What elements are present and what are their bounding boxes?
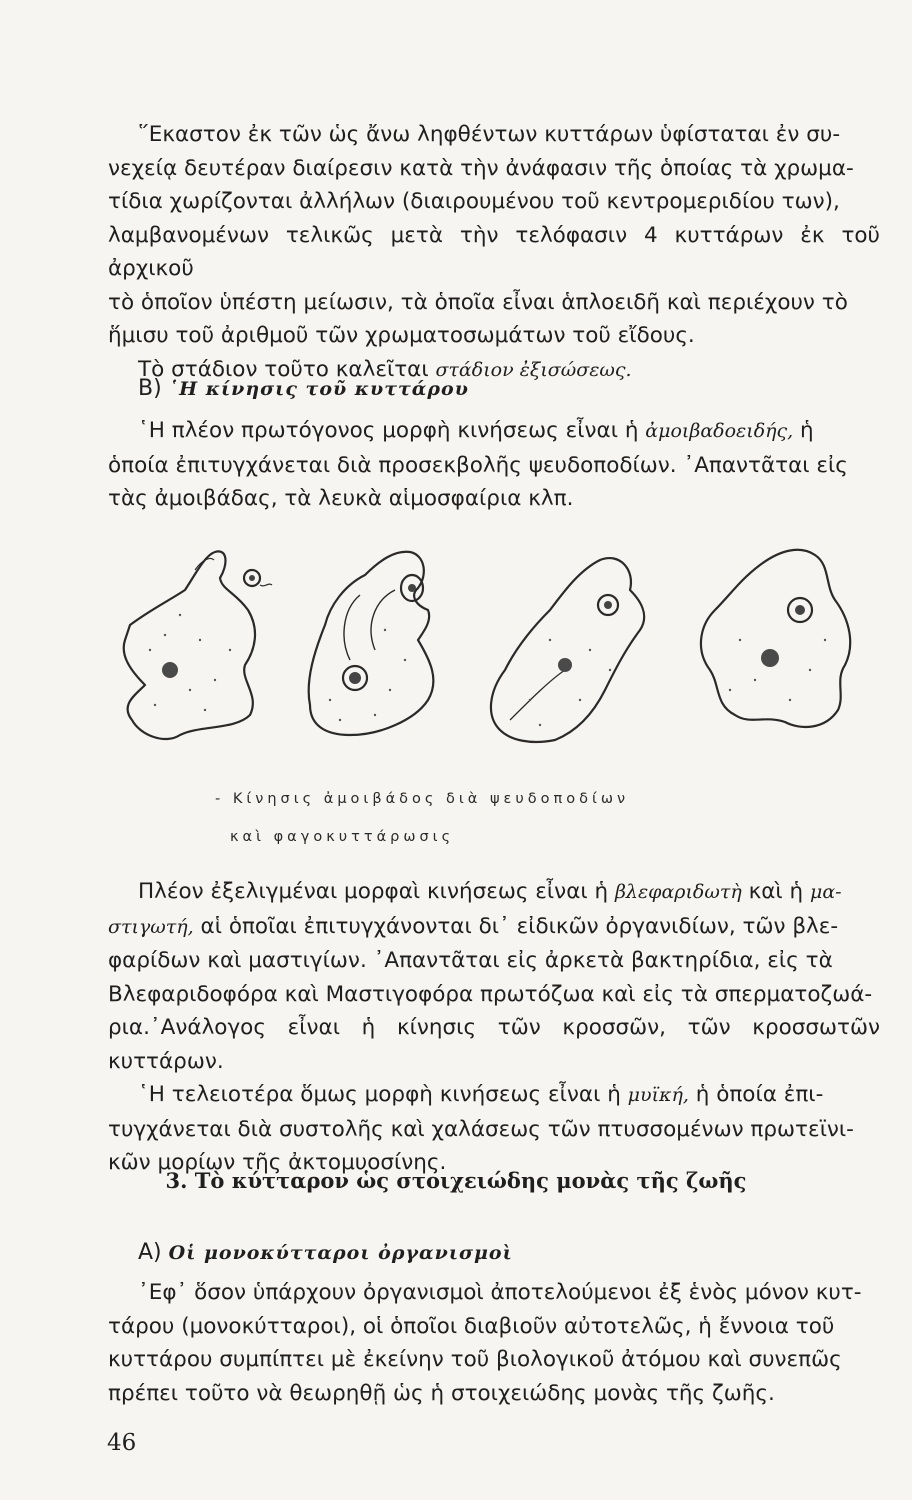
caption-line: - Κίνησις ἀμοιβάδος διὰ ψευδοποδίων (215, 791, 630, 807)
paragraph-second-division (108, 118, 880, 387)
amoeba-drawing-3 (491, 558, 644, 742)
paragraph-unicellular (108, 1276, 880, 1410)
paragraph-ciliary-flagellar: Πλέον ἐξελιγμέναι μορφαὶ κινήσεως εἶναι ἡ βλεφαριδωτὴ καὶ ἡ μα- στιγωτή, αἱ ὁποῖαι ἐπιτυγχάνονται δι᾿ εἰδικῶν ὀργανιδίων, τῶν βλε- φαρίδων καὶ μαστιγίων. ᾿Απαντᾶται εἰς ἀρκετὰ βακτηρίδια, εἰς τὰ Βλεφαριδοφόρα καὶ Μαστιγοφόρα πρωτόζωα καὶ εἰς τὰ σπερματοζωά- ρια.᾿Ανάλογος εἶναι ἡ κίνησις τῶν κροσσῶν, τῶν κροσσωτῶν κυττάρων. ῾Η τελειοτέρα ὅμως μορφὴ κινήσεως εἶναι ἡ μυϊκή, ἡ ὁποία ἐπι- τυγχάνεται διὰ συστολῆς καὶ χαλάσεως τῶν πτυσσομένων πρωτεϊνι- κῶν μορίων τῆς ἀκτομυοσίνης. (108, 875, 880, 1180)
italic-term: στάδιον ἐξισώσεως. (435, 358, 632, 381)
italic-term: ἀμοιβαδοειδής, (645, 420, 794, 442)
page-number: 46 (107, 1430, 137, 1456)
text-line: τὸ ὁποῖον ὑπέστη μείωσιν, τὰ ὁποῖα εἶναι ἁπλοειδῆ καὶ περιέχουν τὸ (108, 289, 848, 315)
amoeba-drawing-4 (701, 550, 850, 727)
caption-line: καὶ φαγοκυττάρωσις (230, 829, 455, 845)
text-line: ἥμισυ τοῦ ἀριθμοῦ τῶν χρωματοσωμάτων τοῦ εἴδους. (108, 323, 695, 348)
paragraph-amoeboid: ῾Η πλέον πρωτόγονος μορφὴ κινήσεως εἶναι ἡ ἀμοιβαδοειδής, ἡ ὁποία ἐπιτυγχάνεται διὰ προσεκβολῆς ψευδοποδίων. ᾿Απαντᾶται εἰς τὰς ἀμοιβάδας, τὰ λευκὰ αἱμοσφαίρια κλπ. (108, 414, 880, 516)
amoeba-drawing-2 (309, 552, 434, 735)
figure-caption (215, 780, 815, 856)
italic-term: βλεφαριδωτὴ (614, 881, 742, 903)
text-line: τὰς ἀμοιβάδας, τὰ λευκὰ αἱμοσφαίρια κλπ. (108, 486, 574, 511)
text-line: ρια.᾿Ανάλογος εἶναι ἡ κίνησις τῶν κροσσῶν, τῶν κροσσωτῶν κυττάρων. (108, 1015, 880, 1074)
text-line: ῞Εκαστον ἐκ τῶν ὡς ἄνω ληφθέντων κυττάρων ὑφίσταται ἐν συ- (138, 122, 841, 147)
text-line: πρέπει τοῦτο νὰ θεωρηθῇ ὡς ἡ στοιχειώδης μονὰς τῆς ζωῆς. (108, 1380, 775, 1406)
subheading-title: ῾Η κίνησις τοῦ κυττάρου (168, 378, 469, 400)
paragraph-equational-stage: Τὸ στάδιον τοῦτο καλεῖται στάδιον ἐξισώσεως. (138, 356, 632, 382)
subheading-title: Οἱ μονοκύτταροι ὀργανισμοὶ (168, 1242, 513, 1264)
nucleus-icon (162, 662, 178, 678)
subheading-cell-movement: B) ῾Η κίνησις τοῦ κυττάρου (138, 376, 469, 401)
subheading-unicellular: A) Οἱ μονοκύτταροι ὀργανισμοὶ (138, 1240, 513, 1265)
text-line: Βλεφαριδοφόρα καὶ Μαστιγοφόρα πρωτόζωα καὶ εἰς τὰ σπερματοζωά- (108, 981, 873, 1007)
amoeba-drawing-1 (124, 551, 272, 739)
text-line: κυττάρου συμπίπτει μὲ ἐκείνην τοῦ βιολογικοῦ ἀτόμου καὶ συνεπῶς (108, 1347, 842, 1372)
italic-term: μα- (810, 881, 842, 903)
nucleus-icon (761, 649, 779, 667)
text-line: κῶν μορίων τῆς ἀκτομυοσίνης. (108, 1150, 447, 1175)
text-line: τίδια χωρίζονται ἀλλήλων (διαιρουμένου τοῦ κεντρομεριδίου των), (108, 189, 840, 214)
paragraph-muscular: ῾Η τελειοτέρα ὅμως μορφὴ κινήσεως εἶναι ἡ μυϊκή, ἡ ὁποία ἐπι- τυγχάνεται διὰ συστολῆς καὶ χαλάσεως τῶν πτυσσομένων πρωτεϊνι- κῶν μορίων τῆς ἀκτομυοσίνης. (108, 1078, 880, 1180)
italic-term: μυϊκή, (627, 1084, 689, 1106)
text-line: λαμβανομένων τελικῶς μετὰ τὴν τελόφασιν 4 κυττάρων ἐκ τοῦ ἀρχικοῦ (108, 222, 880, 281)
text-line: ὁποία ἐπιτυγχάνεται διὰ προσεκβολῆς ψευδοποδίων. ᾿Απαντᾶται εἰς (108, 452, 848, 478)
text-line: τάρου (μονοκύτταροι), οἱ ὁποῖοι διαβιοῦν αὐτοτελῶς, ἡ ἔννοια τοῦ (108, 1313, 835, 1339)
amoeba-phagocytosis-figure (110, 530, 870, 760)
text-line: νεχείᾳ δευτέραν διαίρεσιν κατὰ τὴν ἀνάφασιν τῆς ὁποίας τὰ χρωμα- (108, 155, 854, 181)
text-line: τυγχάνεται διὰ συστολῆς καὶ χαλάσεως τῶν πτυσσομένων πρωτεϊνι- (108, 1116, 854, 1142)
text-line: φαρίδων καὶ μαστιγίων. ᾿Απαντᾶται εἰς ἀρκετὰ βακτηρίδια, εἰς τὰ (108, 948, 833, 973)
section-title: 3. Τὸ κύτταρον ὡς στοιχειώδης μονὰς τῆς ζωῆς (165, 1168, 747, 1193)
text-line: ᾿Εφ᾿ ὅσον ὑπάρχουν ὀργανισμοὶ ἀποτελούμενοι ἐξ ἑνὸς μόνον κυτ- (138, 1280, 862, 1305)
italic-term: στιγωτή, (108, 915, 194, 938)
nucleus-icon (558, 658, 572, 672)
